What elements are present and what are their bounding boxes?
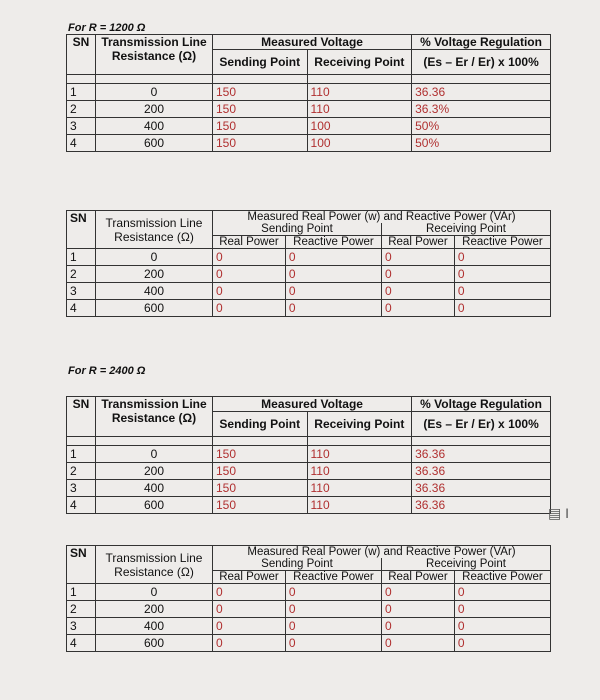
table-row — [67, 249, 551, 266]
sending-reactive-cell: 0 — [285, 635, 381, 652]
tl-header: Transmission Line Resistance (Ω) — [96, 35, 213, 75]
sending-reactive-cell: 0 — [285, 300, 381, 317]
sending-reactive-cell: 0 — [285, 618, 381, 635]
resistance-cell: 0 — [96, 584, 213, 601]
sending-voltage-cell: 150 — [213, 446, 308, 463]
sending-point-header: Sending Point — [213, 558, 382, 571]
receiving-voltage-cell: 110 — [307, 446, 412, 463]
receiving-reactive-cell: 0 — [454, 283, 550, 300]
table-row — [67, 480, 551, 497]
receiving-voltage-cell: 110 — [307, 480, 412, 497]
regulation-cell: 36.36 — [412, 480, 551, 497]
sending-real-cell: 0 — [213, 584, 286, 601]
sn-cell: 3 — [67, 618, 96, 635]
receiving-real-cell: 0 — [381, 584, 454, 601]
regulation-cell: 36.36 — [412, 446, 551, 463]
receiving-real-cell: 0 — [381, 249, 454, 266]
resistance-cell: 600 — [96, 300, 213, 317]
table-row — [67, 463, 551, 480]
sn-header: SN — [67, 35, 96, 75]
sending-point-header: Sending Point — [213, 412, 308, 437]
power-title-header: Measured Real Power (w) and Reactive Power (VAr) — [213, 546, 551, 559]
resistance-cell: 400 — [96, 283, 213, 300]
sn-cell: 2 — [67, 101, 96, 118]
table-row — [67, 266, 551, 283]
receiving-reactive-cell: 0 — [454, 635, 550, 652]
sending-point-header: Sending Point — [213, 223, 382, 236]
receiving-reactive-cell: 0 — [454, 584, 550, 601]
receiving-voltage-cell: 100 — [307, 135, 412, 152]
sending-voltage-cell: 150 — [213, 84, 308, 101]
sending-reactive-cell: 0 — [285, 584, 381, 601]
sending-voltage-cell: 150 — [213, 118, 308, 135]
table-row — [67, 618, 551, 635]
sn-header: SN — [67, 397, 96, 437]
regulation-cell: 50% — [412, 118, 551, 135]
resistance-cell: 400 — [96, 118, 213, 135]
receiving-real-cell: 0 — [381, 300, 454, 317]
sending-voltage-cell: 150 — [213, 480, 308, 497]
text-cursor-icon: ▤ I — [548, 505, 570, 521]
receiving-voltage-cell: 110 — [307, 497, 412, 514]
sending-voltage-cell: 150 — [213, 463, 308, 480]
reactive-power-header: Reactive Power — [454, 236, 550, 249]
sending-real-cell: 0 — [213, 266, 286, 283]
receiving-point-header: Receiving Point — [381, 223, 550, 236]
receiving-real-cell: 0 — [381, 601, 454, 618]
sending-real-cell: 0 — [213, 601, 286, 618]
voltage-table-1 — [66, 34, 551, 152]
sending-real-cell: 0 — [213, 300, 286, 317]
reactive-power-header: Reactive Power — [285, 571, 381, 584]
receiving-reactive-cell: 0 — [454, 266, 550, 283]
voltage-table-2 — [66, 396, 551, 514]
sending-real-cell: 0 — [213, 618, 286, 635]
formula-header: (Es – Er / Er) x 100% — [412, 50, 551, 75]
real-power-header: Real Power — [213, 571, 286, 584]
resistance-cell: 200 — [96, 266, 213, 283]
sn-cell: 1 — [67, 84, 96, 101]
sn-header: SN — [67, 546, 96, 584]
sending-voltage-cell: 150 — [213, 135, 308, 152]
receiving-reactive-cell: 0 — [454, 300, 550, 317]
resistance-cell: 600 — [96, 135, 213, 152]
resistance-cell: 200 — [96, 101, 213, 118]
real-power-header: Real Power — [381, 236, 454, 249]
receiving-voltage-cell: 110 — [307, 101, 412, 118]
sending-real-cell: 0 — [213, 283, 286, 300]
caption-r2400: For R = 2400 Ω — [68, 365, 146, 377]
sending-real-cell: 0 — [213, 249, 286, 266]
resistance-cell: 600 — [96, 497, 213, 514]
regulation-cell: 50% — [412, 135, 551, 152]
table-row — [67, 635, 551, 652]
regulation-cell: 36.36 — [412, 84, 551, 101]
resistance-cell: 200 — [96, 463, 213, 480]
sending-real-cell: 0 — [213, 635, 286, 652]
sn-cell: 2 — [67, 463, 96, 480]
resistance-cell: 400 — [96, 618, 213, 635]
sending-reactive-cell: 0 — [285, 601, 381, 618]
tl-header: Transmission Line Resistance (Ω) — [96, 546, 213, 584]
sn-cell: 2 — [67, 601, 96, 618]
regulation-cell: 36.3% — [412, 101, 551, 118]
caption-r1200: For R = 1200 Ω — [68, 22, 146, 34]
receiving-real-cell: 0 — [381, 266, 454, 283]
resistance-cell: 0 — [96, 446, 213, 463]
sending-voltage-cell: 150 — [213, 101, 308, 118]
resistance-cell: 600 — [96, 635, 213, 652]
real-power-header: Real Power — [213, 236, 286, 249]
table-row — [67, 584, 551, 601]
table-row — [67, 101, 551, 118]
regulation-cell: 36.36 — [412, 463, 551, 480]
receiving-reactive-cell: 0 — [454, 618, 550, 635]
table-row — [67, 601, 551, 618]
measured-voltage-header: Measured Voltage — [213, 35, 412, 50]
regulation-cell: 36.36 — [412, 497, 551, 514]
table-row — [67, 300, 551, 317]
receiving-voltage-cell: 110 — [307, 84, 412, 101]
table-row — [67, 446, 551, 463]
power-title-header: Measured Real Power (w) and Reactive Power (VAr) — [213, 211, 551, 224]
sn-cell: 1 — [67, 584, 96, 601]
receiving-point-header: Receiving Point — [381, 558, 550, 571]
sending-voltage-cell: 150 — [213, 497, 308, 514]
table-row — [67, 135, 551, 152]
sn-cell: 3 — [67, 480, 96, 497]
sn-cell: 4 — [67, 635, 96, 652]
sn-cell: 4 — [67, 497, 96, 514]
receiving-point-header: Receiving Point — [307, 50, 412, 75]
receiving-voltage-cell: 110 — [307, 463, 412, 480]
resistance-cell: 400 — [96, 480, 213, 497]
sn-cell: 4 — [67, 300, 96, 317]
sn-cell: 1 — [67, 249, 96, 266]
sending-reactive-cell: 0 — [285, 249, 381, 266]
resistance-cell: 0 — [96, 84, 213, 101]
power-table-2 — [66, 545, 551, 652]
sn-cell: 4 — [67, 135, 96, 152]
sn-cell: 3 — [67, 283, 96, 300]
receiving-reactive-cell: 0 — [454, 249, 550, 266]
formula-header: (Es – Er / Er) x 100% — [412, 412, 551, 437]
resistance-cell: 0 — [96, 249, 213, 266]
table-row — [67, 118, 551, 135]
sn-header: SN — [67, 211, 96, 249]
table-row — [67, 497, 551, 514]
sn-cell: 3 — [67, 118, 96, 135]
voltage-regulation-header: % Voltage Regulation — [412, 397, 551, 412]
sn-cell: 1 — [67, 446, 96, 463]
receiving-voltage-cell: 100 — [307, 118, 412, 135]
power-table-1 — [66, 210, 551, 317]
voltage-regulation-header: % Voltage Regulation — [412, 35, 551, 50]
resistance-cell: 200 — [96, 601, 213, 618]
receiving-real-cell: 0 — [381, 283, 454, 300]
sending-point-header: Sending Point — [213, 50, 308, 75]
receiving-real-cell: 0 — [381, 618, 454, 635]
reactive-power-header: Reactive Power — [454, 571, 550, 584]
measured-voltage-header: Measured Voltage — [213, 397, 412, 412]
table-row — [67, 84, 551, 101]
tl-header: Transmission Line Resistance (Ω) — [96, 397, 213, 437]
sending-reactive-cell: 0 — [285, 266, 381, 283]
receiving-point-header: Receiving Point — [307, 412, 412, 437]
receiving-real-cell: 0 — [381, 635, 454, 652]
sn-cell: 2 — [67, 266, 96, 283]
tl-header: Transmission Line Resistance (Ω) — [96, 211, 213, 249]
receiving-reactive-cell: 0 — [454, 601, 550, 618]
table-row — [67, 283, 551, 300]
reactive-power-header: Reactive Power — [285, 236, 381, 249]
sending-reactive-cell: 0 — [285, 283, 381, 300]
real-power-header: Real Power — [381, 571, 454, 584]
